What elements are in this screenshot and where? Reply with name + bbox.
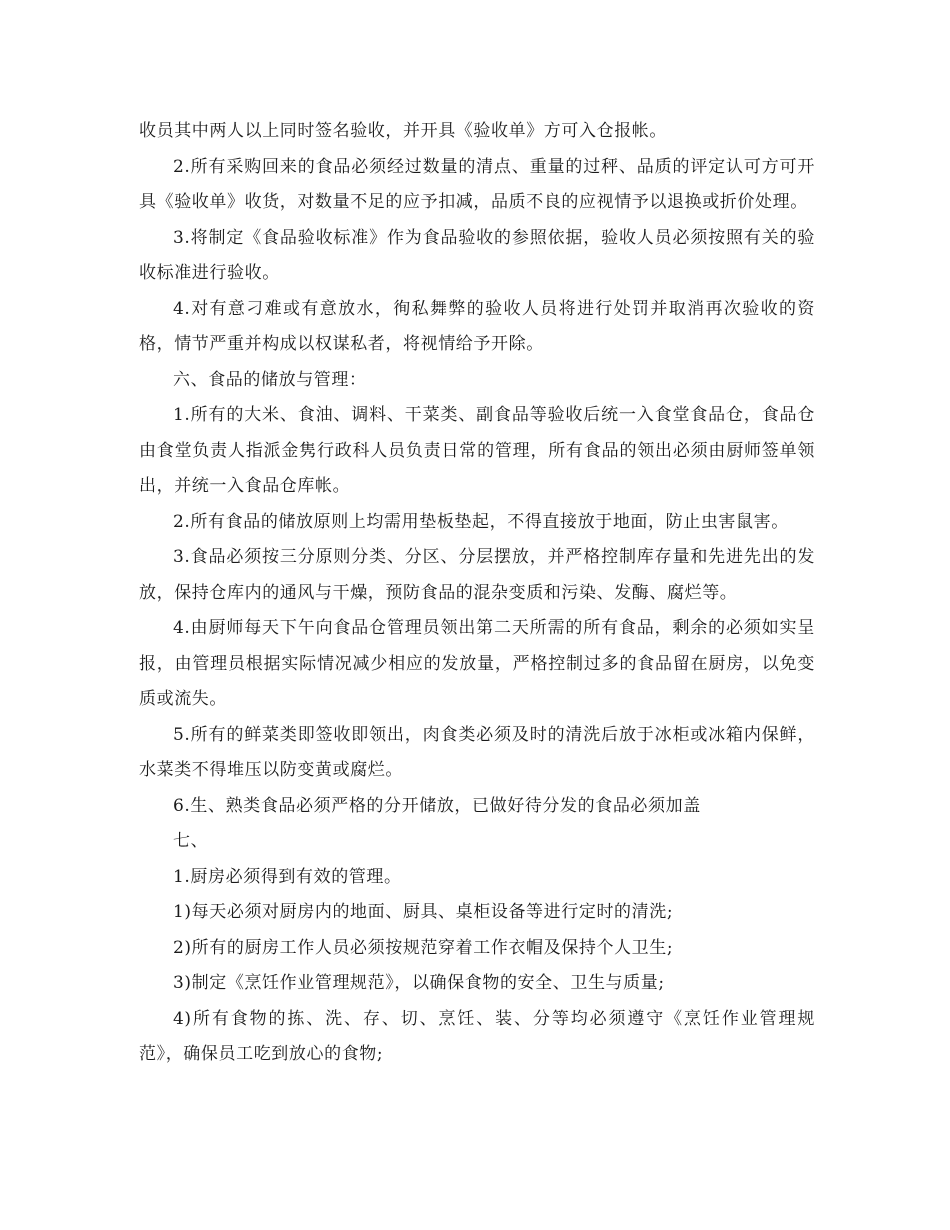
paragraph-storage-classification: 3.食品必须按三分原则分类、分区、分层摆放，并严格控制库存量和先进先出的发放，保持仓库内的通风与干燥，预防食品的混杂变质和污染、发酶、腐烂等。 bbox=[139, 547, 815, 603]
list-item-food-handling: 4)所有食物的拣、洗、存、切、烹饪、装、分等均必须遵守《烹饪作业管理规范》，确保员工吃到放心的食物; bbox=[139, 1008, 815, 1064]
document-body bbox=[139, 114, 815, 1073]
paragraph-daily-collection: 4.由厨师每天下午向食品仓管理员领出第二天所需的所有食品，剩余的必须如实呈报，由管理员根据实际情况减少相应的发放量，严格控制过多的食品留在厨房，以免变质或流失。 bbox=[139, 618, 815, 709]
paragraph-kitchen-management: 1.厨房必须得到有效的管理。 bbox=[173, 866, 402, 887]
paragraph-storage-pallets: 2.所有食品的储放原则上均需用垫板垫起，不得直接放于地面，防止虫害鼠害。 bbox=[173, 511, 789, 532]
section-heading-storage: 六、食品的储放与管理： bbox=[173, 369, 367, 390]
list-item-daily-cleaning: 1)每天必须对厨房内的地面、厨具、桌柜设备等进行定时的清洗; bbox=[173, 902, 674, 922]
paragraph-inspector-penalty: 4.对有意刁难或有意放水，徇私舞弊的验收人员将进行处罚并取消再次验收的资格，情节严重并构成以权谋私者，将视情给予开除。 bbox=[139, 298, 815, 354]
paragraph-acceptance-standard: 3.将制定《食品验收标准》作为食品验收的参照依据，验收人员必须按照有关的验收标准进行验收。 bbox=[139, 227, 815, 283]
paragraph-acceptance-signature: 收员其中两人以上同时签名验收，并开具《验收单》方可入仓报帐。 bbox=[139, 121, 667, 141]
paragraph-storage-warehouse: 1.所有的大米、食油、调料、干菜类、副食品等验收后统一入食堂食品仓，食品仓由食堂负责人指派金隽行政科人员负责日常的管理，所有食品的领出必须由厨师签单领出，并统一入食品仓库帐。 bbox=[139, 405, 815, 496]
paragraph-purchase-check: 2.所有采购回来的食品必须经过数量的清点、重量的过秤、品质的评定认可方可开具《验收单》收货，对数量不足的应予扣减，品质不良的应视情予以退换或折价处理。 bbox=[139, 156, 815, 212]
list-item-staff-hygiene: 2)所有的厨房工作人员必须按规范穿着工作衣帽及保持个人卫生; bbox=[173, 937, 674, 958]
paragraph-raw-cooked-separation: 6.生、熟类食品必须严格的分开储放，已做好待分发的食品必须加盖 bbox=[173, 795, 701, 816]
paragraph-fresh-produce: 5.所有的鲜菜类即签收即领出，肉食类必须及时的清洗后放于冰柜或冰箱内保鲜，水菜类不得堆压以防变黄或腐烂。 bbox=[139, 724, 815, 780]
section-heading-seven: 七、 bbox=[173, 831, 209, 851]
list-item-cooking-standard: 3)制定《烹饪作业管理规范》，以确保食物的安全、卫生与质量; bbox=[173, 973, 665, 993]
